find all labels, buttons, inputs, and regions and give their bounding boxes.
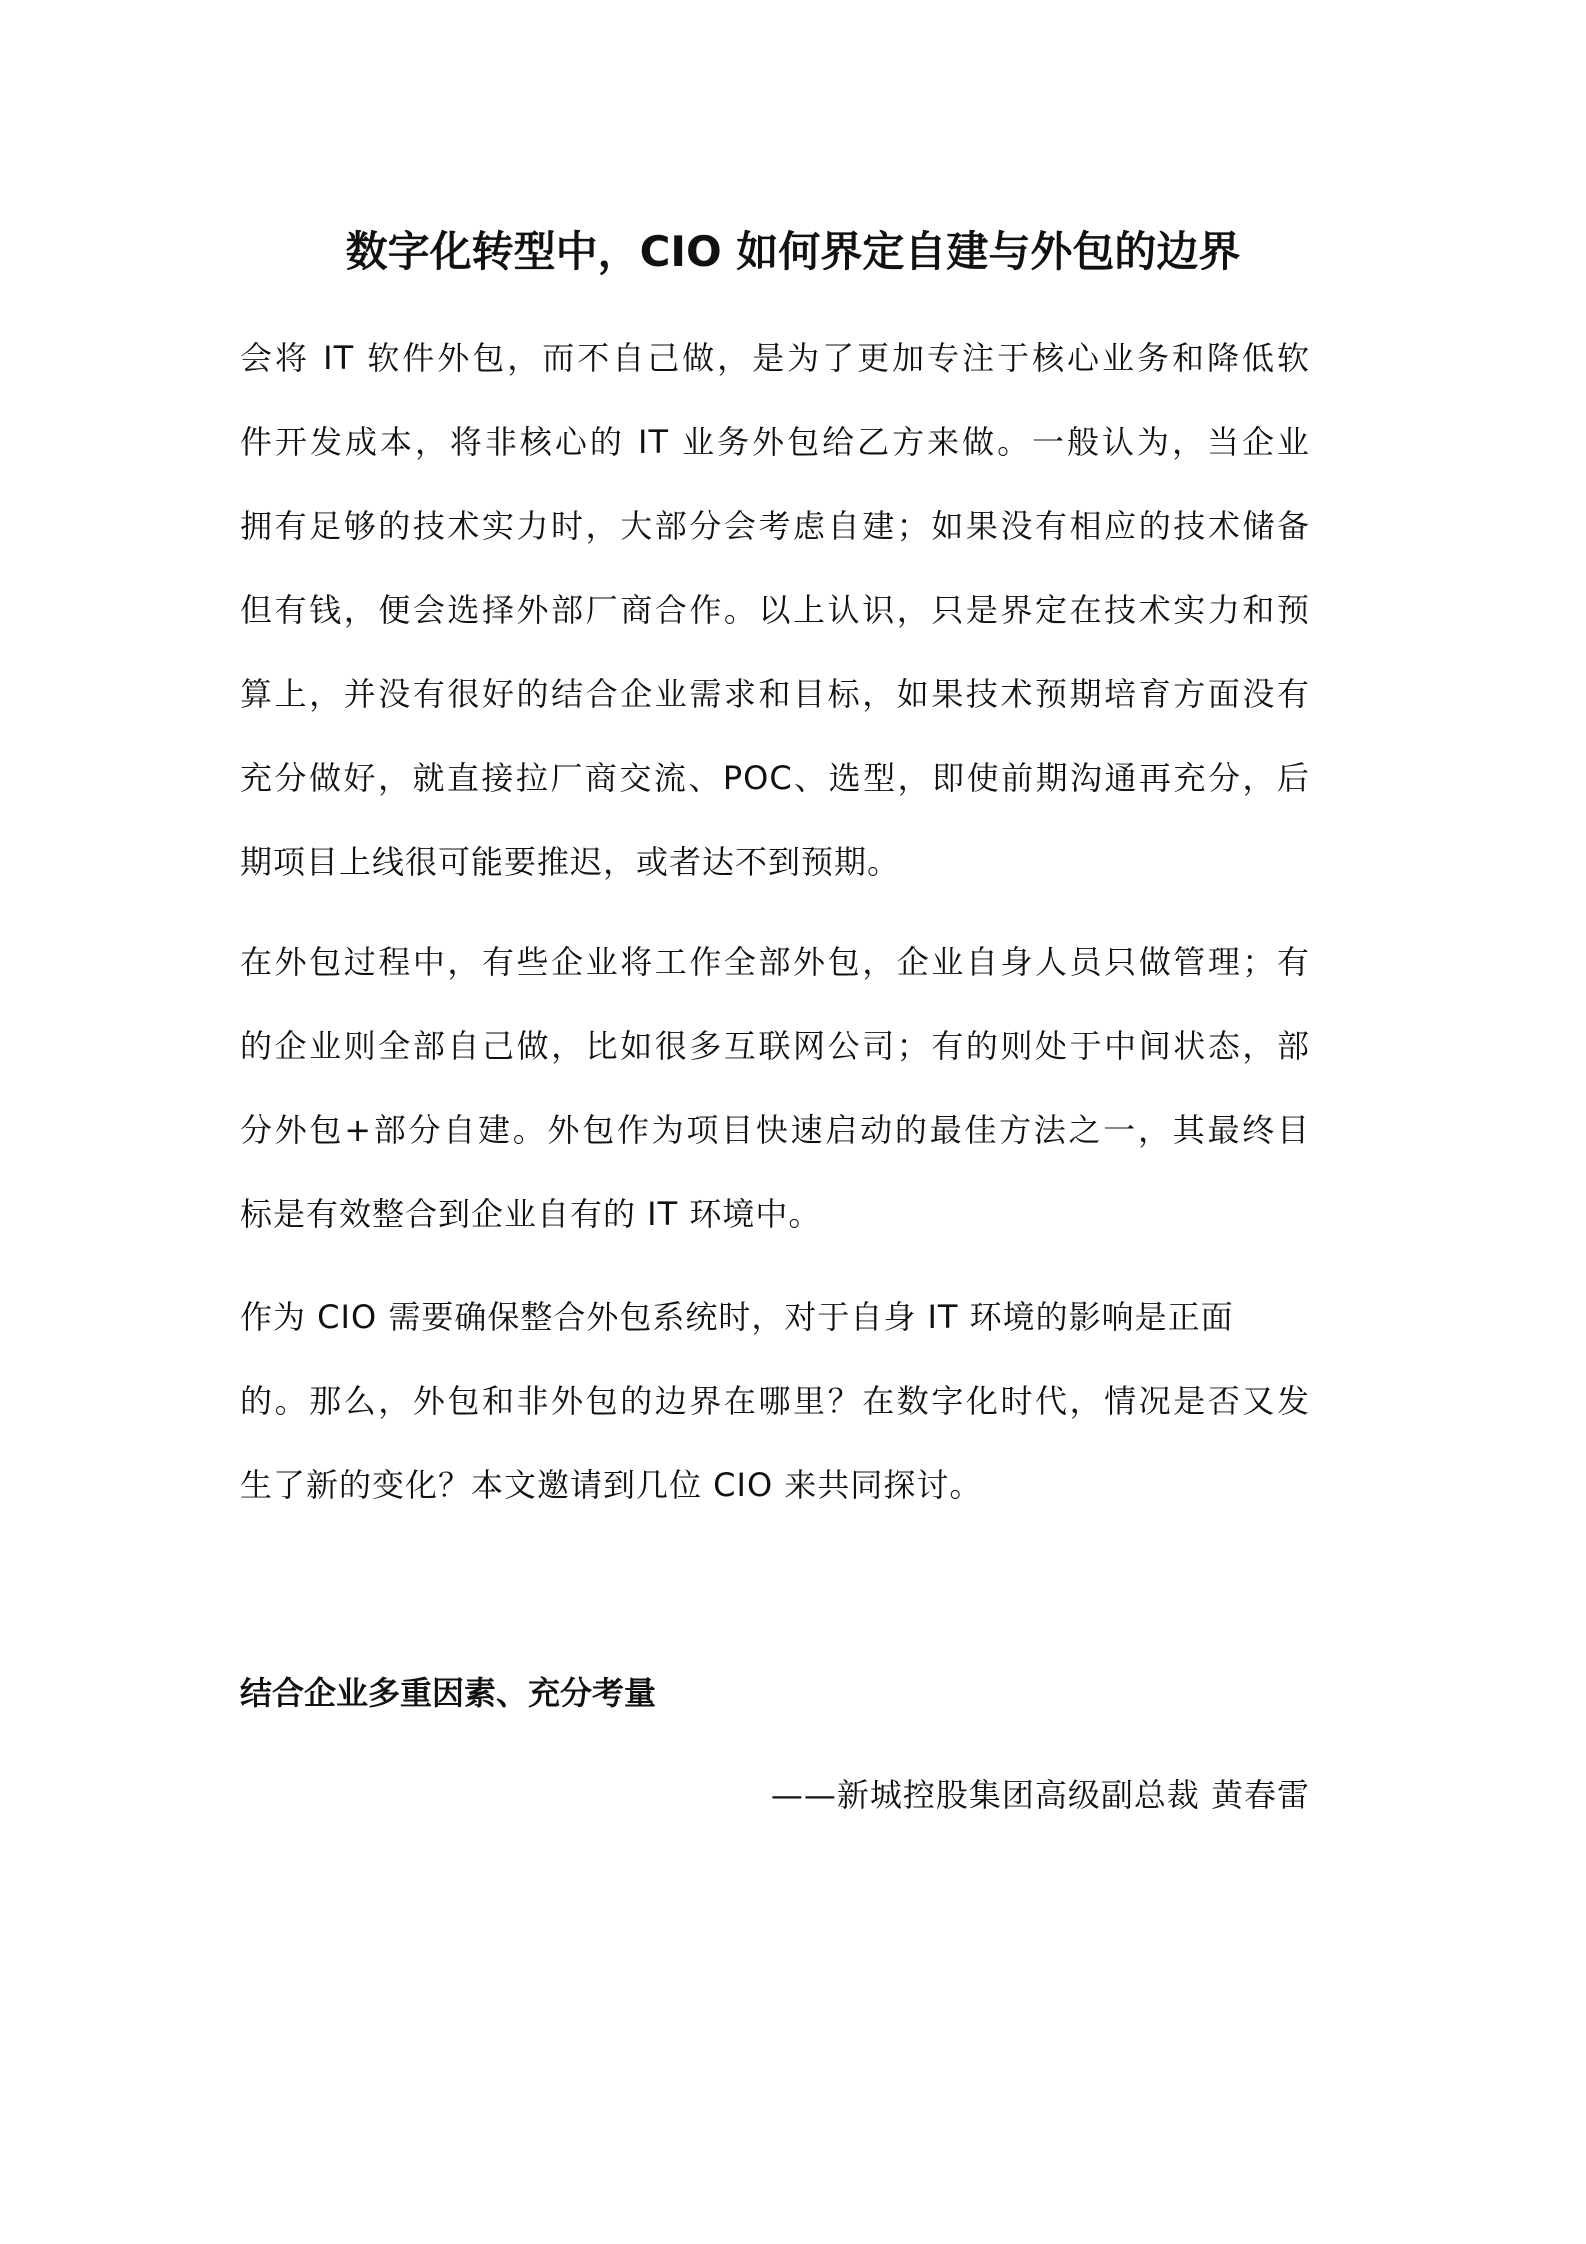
document-title: 数字化转型中，CIO 如何界定自建与外包的边界 — [345, 227, 1241, 276]
paragraph-line: 生了新的变化？本文邀请到几位 CIO 来共同探讨。 — [240, 1466, 983, 1504]
paragraph-line: 会将 IT 软件外包，而不自己做，是为了更加专注于核心业务和降低软 — [240, 339, 1310, 377]
paragraph-line: 的企业则全部自己做，比如很多互联网公司；有的则处于中间状态，部 — [240, 1027, 1310, 1065]
paragraph-line: 期项目上线很可能要推迟，或者达不到预期。 — [240, 843, 901, 881]
byline: ——新城控股集团高级副总裁 黄春雷 — [770, 1776, 1310, 1814]
paragraph-line: 在外包过程中，有些企业将工作全部外包，企业自身人员只做管理；有 — [240, 943, 1310, 981]
paragraph-line: 标是有效整合到企业自有的 IT 环境中。 — [240, 1195, 822, 1233]
section-heading: 结合企业多重因素、充分考量 — [240, 1674, 657, 1712]
paragraph-line: 算上，并没有很好的结合企业需求和目标，如果技术预期培育方面没有 — [240, 675, 1310, 713]
paragraph-line: 但有钱，便会选择外部厂商合作。以上认识，只是界定在技术实力和预 — [240, 591, 1310, 629]
paragraph-line: 拥有足够的技术实力时，大部分会考虑自建；如果没有相应的技术储备 — [240, 507, 1310, 545]
paragraph-line: 作为 CIO 需要确保整合外包系统时，对于自身 IT 环境的影响是正面 — [240, 1298, 1234, 1336]
paragraph-line: 的。那么，外包和非外包的边界在哪里？在数字化时代，情况是否又发 — [240, 1382, 1310, 1420]
paragraph-2 — [240, 920, 1310, 1256]
paragraph-3 — [240, 1275, 1310, 1527]
paragraph-line: 分外包+部分自建。外包作为项目快速启动的最佳方法之一，其最终目 — [240, 1111, 1310, 1149]
paragraph-1 — [240, 316, 1310, 904]
paragraph-line: 充分做好，就直接拉厂商交流、POC、选型，即使前期沟通再充分，后 — [240, 759, 1310, 797]
paragraph-line: 件开发成本，将非核心的 IT 业务外包给乙方来做。一般认为，当企业 — [240, 423, 1310, 461]
